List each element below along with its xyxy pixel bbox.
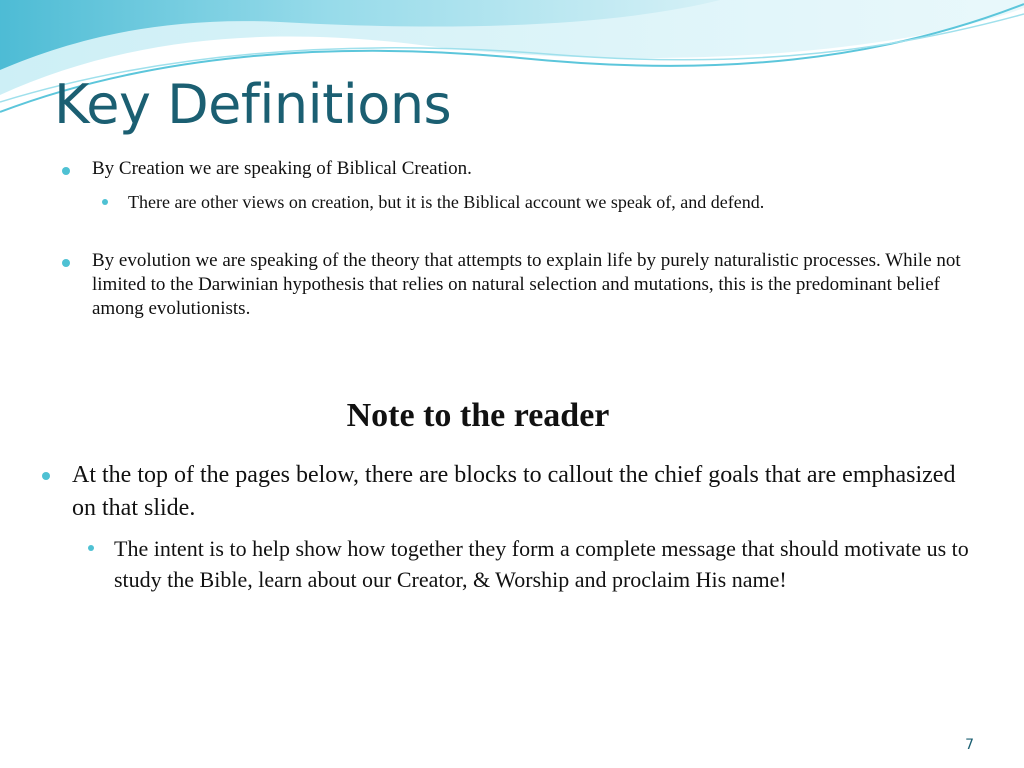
definition-subtext: There are other views on creation, but it is the Biblical account we speak of, and defend.	[128, 192, 765, 212]
page-number: 7	[965, 737, 974, 753]
definition-item-creation	[62, 157, 962, 181]
note-item	[42, 459, 982, 525]
bullet-icon	[42, 472, 50, 480]
bullet-icon	[62, 259, 70, 267]
definitions-list	[62, 157, 962, 321]
definition-text: By Creation we are speaking of Biblical Creation.	[92, 158, 472, 179]
bullet-icon	[88, 545, 94, 551]
note-list	[42, 459, 982, 595]
definition-item-evolution	[62, 249, 962, 321]
note-heading: Note to the reader	[346, 397, 610, 434]
note-subitem	[88, 533, 982, 595]
note-subtext: The intent is to help show how together they form a complete message that should motivate us to study the Bible, learn about our Creator, & Worship and proclaim His name!	[114, 536, 969, 592]
bullet-icon	[62, 167, 70, 175]
definition-subitem	[102, 190, 962, 214]
definition-text: By evolution we are speaking of the theory that attempts to explain life by purely naturalistic processes. While not limited to the Darwinian hypothesis that relies on natural selection and mutations, this is the predominant belief among evolutionists.	[92, 250, 961, 319]
note-text: At the top of the pages below, there are blocks to callout the chief goals that are emphasized on that slide.	[72, 462, 956, 521]
bullet-icon	[102, 199, 108, 205]
slide-title: Key Definitions	[54, 73, 452, 136]
